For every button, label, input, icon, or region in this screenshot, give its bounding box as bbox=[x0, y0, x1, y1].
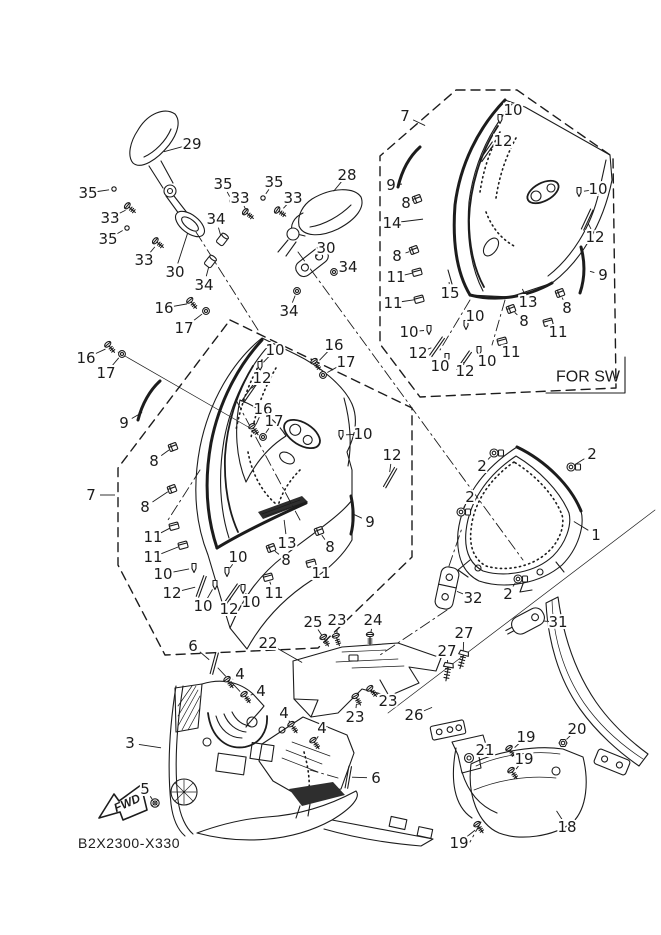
clip-hardware-glyph bbox=[168, 442, 178, 451]
callout-leader-2 bbox=[488, 457, 491, 460]
callout-label-12: 12 bbox=[585, 228, 605, 246]
callout-label-27: 27 bbox=[437, 642, 457, 660]
callout-label-17: 17 bbox=[264, 412, 284, 430]
cube-hardware-glyph bbox=[414, 295, 424, 304]
callout-label-5: 5 bbox=[140, 780, 150, 798]
callout-label-9: 9 bbox=[119, 414, 129, 432]
callout-leader-9 bbox=[590, 271, 594, 272]
callout-label-8: 8 bbox=[325, 538, 335, 556]
callout-label-14: 14 bbox=[382, 214, 402, 232]
screw-hardware-glyph bbox=[473, 820, 486, 835]
callout-label-19: 19 bbox=[516, 728, 536, 746]
screw-hardware-glyph bbox=[366, 632, 373, 645]
callout-label-10: 10 bbox=[228, 548, 248, 566]
clip-hardware-glyph bbox=[409, 245, 419, 254]
callout-label-23: 23 bbox=[327, 611, 347, 629]
screw-hardware-glyph bbox=[241, 208, 255, 222]
nut-hardware-glyph bbox=[559, 740, 567, 747]
callout-label-8: 8 bbox=[140, 498, 150, 516]
callout-label-29: 29 bbox=[182, 135, 202, 153]
callout-leader-8 bbox=[405, 252, 409, 253]
callout-leader-5 bbox=[150, 796, 152, 799]
dot-hardware-glyph bbox=[261, 196, 265, 200]
callout-label-21: 21 bbox=[475, 741, 495, 759]
screw-hardware-glyph bbox=[123, 202, 137, 216]
callout-label-16: 16 bbox=[76, 349, 96, 367]
callout-label-33: 33 bbox=[230, 189, 250, 207]
pin-hardware-glyph bbox=[427, 326, 431, 335]
screw-hardware-glyph bbox=[351, 692, 364, 707]
callout-leader-34 bbox=[218, 228, 220, 236]
callout-label-25: 25 bbox=[303, 613, 323, 631]
callout-label-11: 11 bbox=[264, 584, 284, 602]
callout-label-19: 19 bbox=[514, 750, 534, 768]
callout-label-11: 11 bbox=[383, 294, 403, 312]
callout-leader-8 bbox=[152, 492, 167, 502]
callout-leader-34 bbox=[206, 267, 208, 276]
callout-label-4: 4 bbox=[235, 665, 245, 683]
screw-hardware-glyph bbox=[319, 633, 332, 648]
callout-label-2: 2 bbox=[477, 457, 487, 475]
callout-leader-16 bbox=[173, 304, 187, 307]
grommet-hardware-glyph bbox=[514, 575, 528, 583]
screw-hardware-glyph bbox=[366, 684, 380, 698]
callout-leader-16 bbox=[256, 417, 259, 424]
dot-hardware-glyph bbox=[112, 187, 116, 191]
callout-label-17: 17 bbox=[336, 353, 356, 371]
screw-hardware-glyph bbox=[287, 720, 300, 735]
callout-label-12: 12 bbox=[455, 362, 475, 380]
callout-label-4: 4 bbox=[317, 719, 327, 737]
callout-label-8: 8 bbox=[392, 247, 402, 265]
callout-label-32: 32 bbox=[463, 589, 483, 607]
callout-leader-26 bbox=[422, 707, 432, 711]
callout-label-11: 11 bbox=[311, 564, 331, 582]
callout-label-2: 2 bbox=[465, 488, 475, 506]
callout-leader-14 bbox=[401, 219, 423, 222]
callout-label-6: 6 bbox=[188, 637, 198, 655]
screw-hardware-glyph bbox=[248, 422, 261, 437]
callout-label-12: 12 bbox=[382, 446, 402, 464]
pin-hardware-glyph bbox=[577, 188, 581, 197]
callout-label-23: 23 bbox=[378, 692, 398, 710]
callout-label-11: 11 bbox=[143, 548, 163, 566]
callout-label-34: 34 bbox=[194, 276, 214, 294]
drawing-code: B2X2300-X330 bbox=[78, 835, 181, 851]
callout-label-33: 33 bbox=[283, 189, 303, 207]
callout-label-12: 12 bbox=[493, 132, 513, 150]
pin-hardware-glyph bbox=[192, 564, 196, 573]
bolt-hardware-glyph bbox=[441, 662, 454, 681]
strip-hardware-glyph bbox=[196, 576, 206, 598]
clip-hardware-glyph bbox=[167, 484, 177, 493]
callout-label-35: 35 bbox=[78, 184, 98, 202]
callout-leader-8 bbox=[161, 450, 169, 456]
callout-label-33: 33 bbox=[134, 251, 154, 269]
grommet-hardware-glyph bbox=[457, 508, 471, 516]
clip-hardware-glyph bbox=[506, 304, 516, 313]
callout-label-9: 9 bbox=[365, 513, 375, 531]
callout-label-34: 34 bbox=[338, 258, 358, 276]
callout-label-26: 26 bbox=[404, 706, 424, 724]
callout-label-17: 17 bbox=[96, 364, 116, 382]
callout-label-10: 10 bbox=[503, 101, 523, 119]
callout-label-27: 27 bbox=[454, 624, 474, 642]
callout-label-33: 33 bbox=[100, 209, 120, 227]
callout-label-8: 8 bbox=[519, 312, 529, 330]
fwd-label: FWD bbox=[111, 791, 143, 815]
clip-hardware-glyph bbox=[266, 543, 276, 552]
callout-label-1: 1 bbox=[591, 526, 601, 544]
rivet-hardware-glyph bbox=[151, 799, 159, 807]
callout-label-11: 11 bbox=[386, 268, 406, 286]
callout-label-35: 35 bbox=[213, 175, 233, 193]
callout-label-12: 12 bbox=[162, 584, 182, 602]
washer-hardware-glyph bbox=[331, 269, 338, 276]
callout-leader-13 bbox=[284, 520, 286, 534]
callout-leader-9 bbox=[354, 514, 362, 518]
callout-leader-11 bbox=[161, 547, 178, 554]
callout-label-16: 16 bbox=[253, 400, 273, 418]
callout-label-15: 15 bbox=[440, 284, 460, 302]
callout-leader-11 bbox=[402, 300, 414, 302]
callout-label-4: 4 bbox=[279, 704, 289, 722]
cube-hardware-glyph bbox=[169, 522, 179, 531]
callout-leader-10 bbox=[418, 330, 424, 331]
callout-label-10: 10 bbox=[241, 593, 261, 611]
strip-hardware-glyph bbox=[430, 337, 445, 357]
callout-label-11: 11 bbox=[548, 323, 568, 341]
callout-leader-7 bbox=[413, 120, 425, 126]
callout-label-34: 34 bbox=[206, 210, 226, 228]
collar-hardware-glyph bbox=[216, 232, 230, 246]
callout-label-10: 10 bbox=[430, 357, 450, 375]
callout-label-13: 13 bbox=[277, 534, 297, 552]
callout-label-17: 17 bbox=[174, 319, 194, 337]
callout-label-34: 34 bbox=[279, 302, 299, 320]
dot-hardware-glyph bbox=[125, 226, 129, 230]
callout-label-6: 6 bbox=[371, 769, 381, 787]
callout-leader-4 bbox=[251, 694, 253, 695]
callout-leader-10 bbox=[172, 569, 189, 572]
callout-label-31: 31 bbox=[548, 613, 568, 631]
pin-hardware-glyph bbox=[225, 568, 229, 577]
screw-hardware-glyph bbox=[223, 675, 236, 690]
callout-label-12: 12 bbox=[252, 369, 272, 387]
strip-hardware-glyph bbox=[210, 652, 218, 674]
callout-label-2: 2 bbox=[587, 445, 597, 463]
clip-hardware-glyph bbox=[314, 526, 324, 535]
callout-label-13: 13 bbox=[518, 293, 538, 311]
callout-label-18: 18 bbox=[557, 818, 577, 836]
callout-label-8: 8 bbox=[149, 452, 159, 470]
callout-label-35: 35 bbox=[264, 173, 284, 191]
callout-label-28: 28 bbox=[337, 166, 357, 184]
callout-leader-35 bbox=[97, 190, 109, 192]
cube-hardware-glyph bbox=[412, 268, 422, 277]
callout-label-11: 11 bbox=[143, 528, 163, 546]
screw-hardware-glyph bbox=[186, 296, 200, 310]
callout-label-8: 8 bbox=[401, 194, 411, 212]
screw-hardware-glyph bbox=[273, 206, 288, 219]
callout-label-7: 7 bbox=[86, 486, 96, 504]
callout-leader-3 bbox=[139, 744, 161, 747]
callout-label-10: 10 bbox=[465, 307, 485, 325]
callout-leader-6 bbox=[352, 777, 367, 778]
callout-label-10: 10 bbox=[399, 323, 419, 341]
callout-leader-16 bbox=[94, 349, 105, 354]
bolt-hardware-glyph bbox=[455, 650, 469, 670]
callout-leader-30 bbox=[178, 233, 188, 263]
pin-hardware-glyph bbox=[339, 431, 343, 440]
collar-hardware-glyph bbox=[204, 254, 218, 268]
callout-label-4: 4 bbox=[256, 682, 266, 700]
callout-label-10: 10 bbox=[477, 352, 497, 370]
clip-hardware-glyph bbox=[412, 194, 422, 203]
grommet-hardware-glyph bbox=[567, 463, 581, 471]
callout-label-8: 8 bbox=[562, 299, 572, 317]
callout-leader-12 bbox=[390, 464, 391, 472]
callout-label-19: 19 bbox=[449, 834, 469, 852]
callout-label-16: 16 bbox=[324, 336, 344, 354]
washer-hardware-glyph bbox=[119, 351, 126, 358]
callout-label-10: 10 bbox=[588, 180, 608, 198]
callout-label-16: 16 bbox=[154, 299, 174, 317]
washer-hardware-glyph bbox=[294, 288, 301, 295]
callout-label-20: 20 bbox=[567, 720, 587, 738]
callout-label-30: 30 bbox=[165, 263, 185, 281]
callout-label-3: 3 bbox=[125, 734, 135, 752]
callout-label-2: 2 bbox=[503, 585, 513, 603]
callout-leader-11 bbox=[405, 273, 412, 275]
callout-leader-12 bbox=[181, 587, 195, 591]
inset-caption: FOR SW bbox=[556, 368, 620, 386]
pin-hardware-glyph bbox=[213, 581, 217, 590]
callout-label-10: 10 bbox=[153, 565, 173, 583]
washer-hardware-glyph bbox=[320, 372, 327, 379]
callout-label-7: 7 bbox=[400, 107, 410, 125]
grommet-hardware-glyph bbox=[490, 449, 504, 457]
callout-label-22: 22 bbox=[258, 634, 278, 652]
callout-label-30: 30 bbox=[316, 239, 336, 257]
callout-label-9: 9 bbox=[386, 176, 396, 194]
washer-hardware-glyph bbox=[203, 308, 210, 315]
callout-label-8: 8 bbox=[281, 551, 291, 569]
screw-hardware-glyph bbox=[332, 632, 343, 646]
washer-hardware-glyph bbox=[260, 434, 267, 441]
callout-label-12: 12 bbox=[219, 600, 239, 618]
cube-hardware-glyph bbox=[178, 541, 188, 550]
callout-label-10: 10 bbox=[193, 597, 213, 615]
mirror-right-art bbox=[278, 190, 523, 560]
callout-label-11: 11 bbox=[501, 343, 521, 361]
clip-hardware-glyph bbox=[555, 288, 565, 297]
callout-label-23: 23 bbox=[345, 708, 365, 726]
screw-hardware-glyph bbox=[104, 340, 118, 354]
callout-leader-8 bbox=[515, 312, 518, 315]
callout-label-10: 10 bbox=[265, 341, 285, 359]
callout-label-9: 9 bbox=[598, 266, 608, 284]
strip-hardware-glyph bbox=[345, 766, 351, 788]
callout-label-35: 35 bbox=[98, 230, 118, 248]
callout-label-12: 12 bbox=[408, 344, 428, 362]
callout-label-24: 24 bbox=[363, 611, 383, 629]
callout-label-10: 10 bbox=[353, 425, 373, 443]
